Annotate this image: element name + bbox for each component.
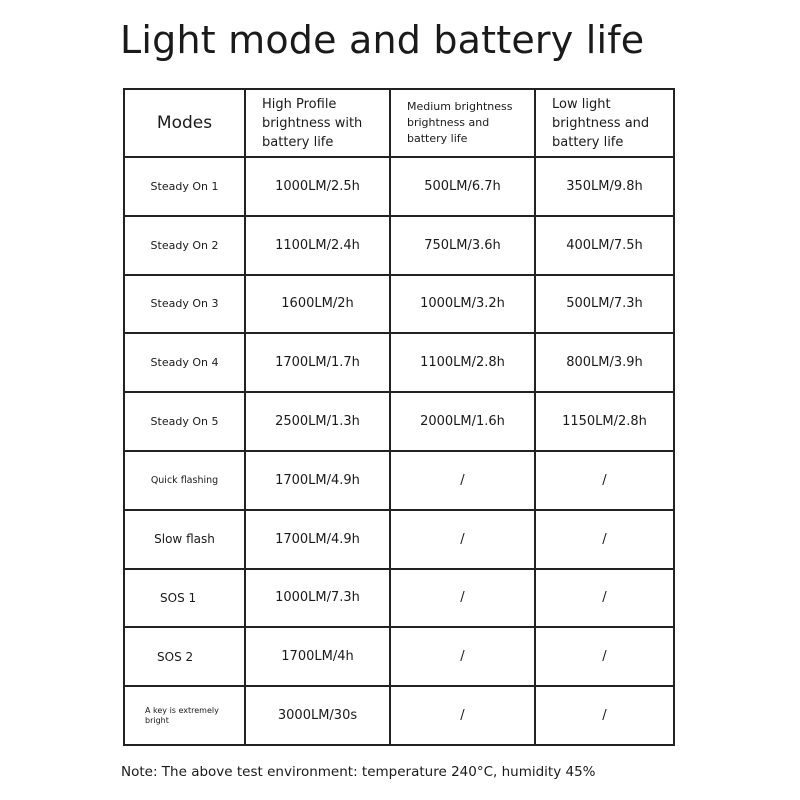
table-row bbox=[124, 275, 674, 334]
medium-value-cell: / bbox=[390, 569, 535, 628]
high-value-cell: 1100LM/2.4h bbox=[245, 216, 390, 275]
low-value-cell: 1150LM/2.8h bbox=[535, 392, 674, 451]
column-header-modes: Modes bbox=[124, 89, 245, 157]
battery-life-table bbox=[123, 88, 675, 746]
table-header-row bbox=[124, 89, 674, 157]
low-value-cell: / bbox=[535, 569, 674, 628]
table-row bbox=[124, 627, 674, 686]
low-value-cell: / bbox=[535, 686, 674, 745]
low-value-cell: 500LM/7.3h bbox=[535, 275, 674, 334]
mode-cell: SOS 1 bbox=[124, 569, 245, 628]
mode-cell: Slow flash bbox=[124, 510, 245, 569]
table-row bbox=[124, 569, 674, 628]
low-value-cell: 400LM/7.5h bbox=[535, 216, 674, 275]
high-value-cell: 1700LM/4h bbox=[245, 627, 390, 686]
high-value-cell: 1000LM/2.5h bbox=[245, 157, 390, 216]
mode-cell: SOS 2 bbox=[124, 627, 245, 686]
column-header-high: High Profile brightness with battery life bbox=[245, 89, 390, 157]
high-value-cell: 1700LM/1.7h bbox=[245, 333, 390, 392]
column-header-medium: Medium brightness brightness and battery life bbox=[390, 89, 535, 157]
low-value-cell: 350LM/9.8h bbox=[535, 157, 674, 216]
medium-value-cell: / bbox=[390, 510, 535, 569]
page-title: Light mode and battery life bbox=[120, 18, 645, 62]
mode-cell: Steady On 2 bbox=[124, 216, 245, 275]
medium-value-cell: 1000LM/3.2h bbox=[390, 275, 535, 334]
table-row bbox=[124, 686, 674, 745]
mode-cell: Steady On 1 bbox=[124, 157, 245, 216]
high-value-cell: 1700LM/4.9h bbox=[245, 451, 390, 510]
medium-value-cell: 2000LM/1.6h bbox=[390, 392, 535, 451]
table-row bbox=[124, 216, 674, 275]
column-header-low: Low light brightness and battery life bbox=[535, 89, 674, 157]
medium-value-cell: 750LM/3.6h bbox=[390, 216, 535, 275]
table-row bbox=[124, 451, 674, 510]
high-value-cell: 3000LM/30s bbox=[245, 686, 390, 745]
low-value-cell: / bbox=[535, 510, 674, 569]
high-value-cell: 1600LM/2h bbox=[245, 275, 390, 334]
mode-cell: Quick flashing bbox=[124, 451, 245, 510]
test-environment-note: Note: The above test environment: temperature 240°C, humidity 45% bbox=[121, 764, 596, 780]
table-row bbox=[124, 333, 674, 392]
mode-cell: Steady On 3 bbox=[124, 275, 245, 334]
low-value-cell: / bbox=[535, 451, 674, 510]
medium-value-cell: / bbox=[390, 686, 535, 745]
low-value-cell: 800LM/3.9h bbox=[535, 333, 674, 392]
mode-cell: Steady On 4 bbox=[124, 333, 245, 392]
table-row bbox=[124, 510, 674, 569]
high-value-cell: 2500LM/1.3h bbox=[245, 392, 390, 451]
medium-value-cell: 1100LM/2.8h bbox=[390, 333, 535, 392]
low-value-cell: / bbox=[535, 627, 674, 686]
medium-value-cell: 500LM/6.7h bbox=[390, 157, 535, 216]
table-row bbox=[124, 157, 674, 216]
medium-value-cell: / bbox=[390, 627, 535, 686]
high-value-cell: 1000LM/7.3h bbox=[245, 569, 390, 628]
table-row bbox=[124, 392, 674, 451]
mode-cell: Steady On 5 bbox=[124, 392, 245, 451]
high-value-cell: 1700LM/4.9h bbox=[245, 510, 390, 569]
medium-value-cell: / bbox=[390, 451, 535, 510]
mode-cell: A key is extremely bright bbox=[124, 686, 245, 745]
